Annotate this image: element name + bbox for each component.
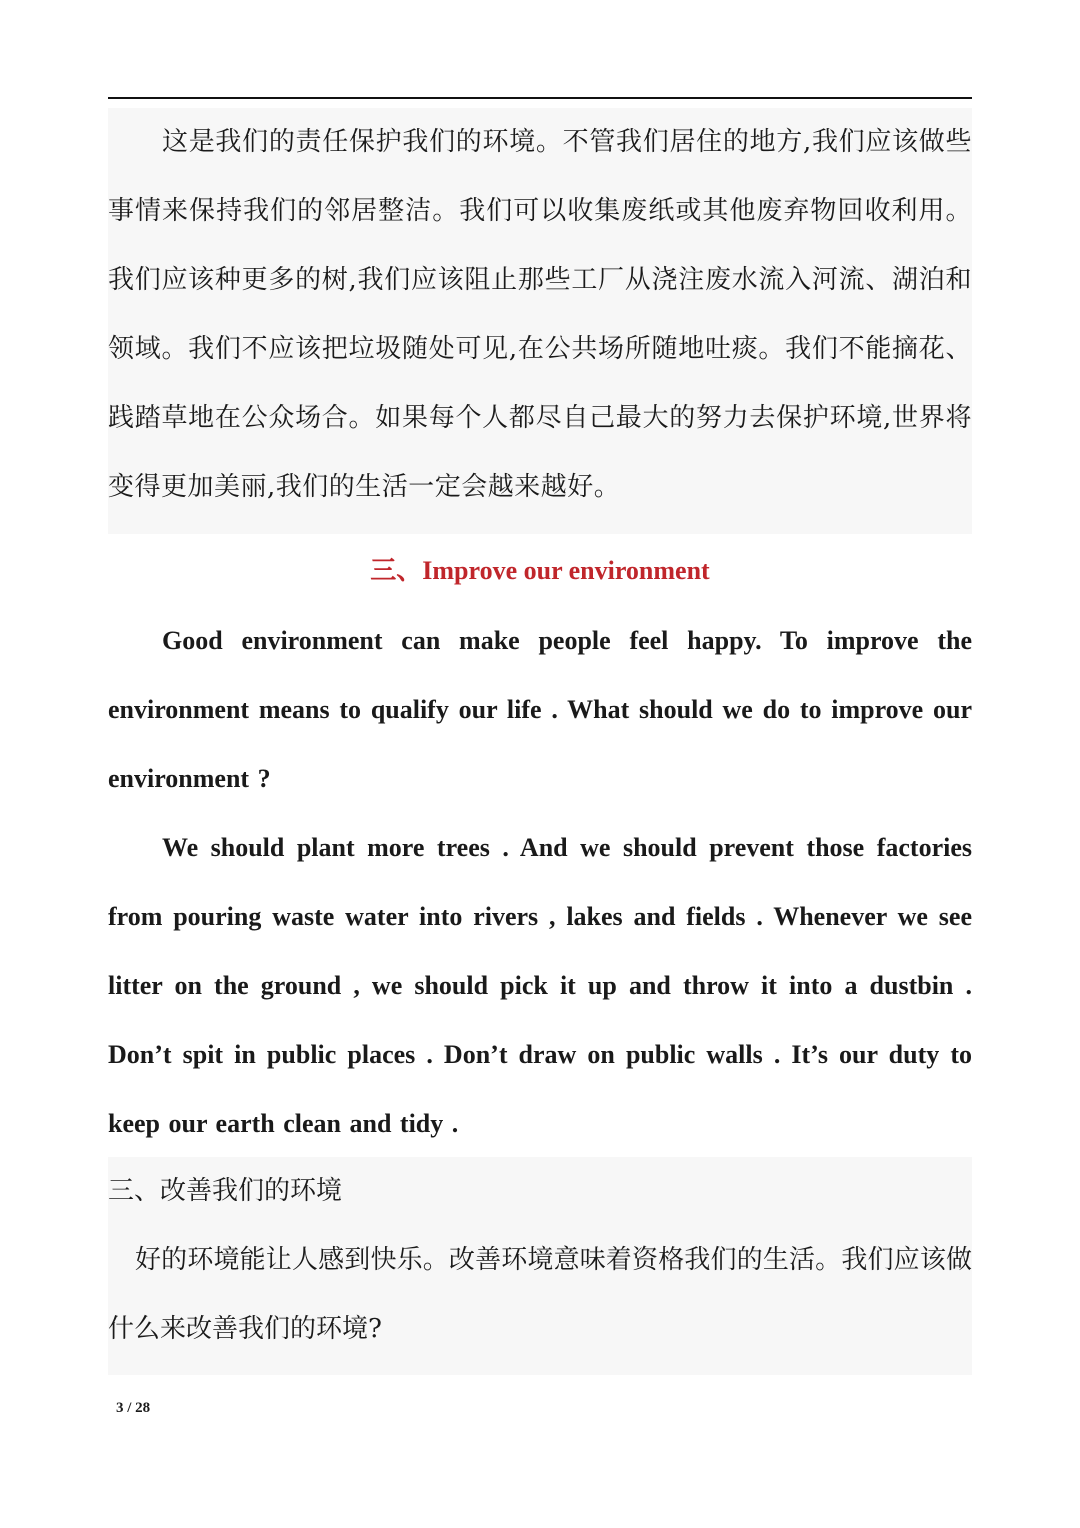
section-heading: 三、Improve our environment: [370, 556, 710, 585]
english-text-block: [108, 606, 972, 1158]
chinese-translation-block: [108, 108, 972, 534]
chinese-section-block: [108, 1157, 972, 1375]
top-rule: [108, 97, 972, 99]
english-paragraph-2: We should plant more trees . And we should prevent those factories from pouring waste water into rivers , lakes and fields . Whenever we see litter on the ground , we should pick it up and throw it into a dustbin . Don’t spit in public places . Don’t draw on public walls . It’s our duty to keep our earth clean and tidy .: [108, 833, 972, 1138]
page-number: 3 / 28: [116, 1400, 151, 1416]
chinese-paragraph: 这是我们的责任保护我们的环境。不管我们居住的地方,我们应该做些事情来保持我们的邻居整洁。我们可以收集废纸或其他废弃物回收利用。我们应该种更多的树,我们应该阻止那些工厂从浇注废水流入河流、湖泊和领域。我们不应该把垃圾随处可见,在公共场所随地吐痰。我们不能摘花、践踏草地在公众场合。如果每个人都尽自己最大的努力去保护环境,世界将变得更加美丽,我们的生活一定会越来越好。: [108, 127, 972, 502]
chinese-section-body: 好的环境能让人感到快乐。改善环境意味着资格我们的生活。我们应该做什么来改善我们的环境?: [108, 1245, 972, 1344]
chinese-section-title: 三、改善我们的环境: [108, 1176, 343, 1206]
english-paragraph-1: Good environment can make people feel happy. To improve the environment means to qualify our life . What should we do to improve our environment ?: [108, 626, 972, 793]
